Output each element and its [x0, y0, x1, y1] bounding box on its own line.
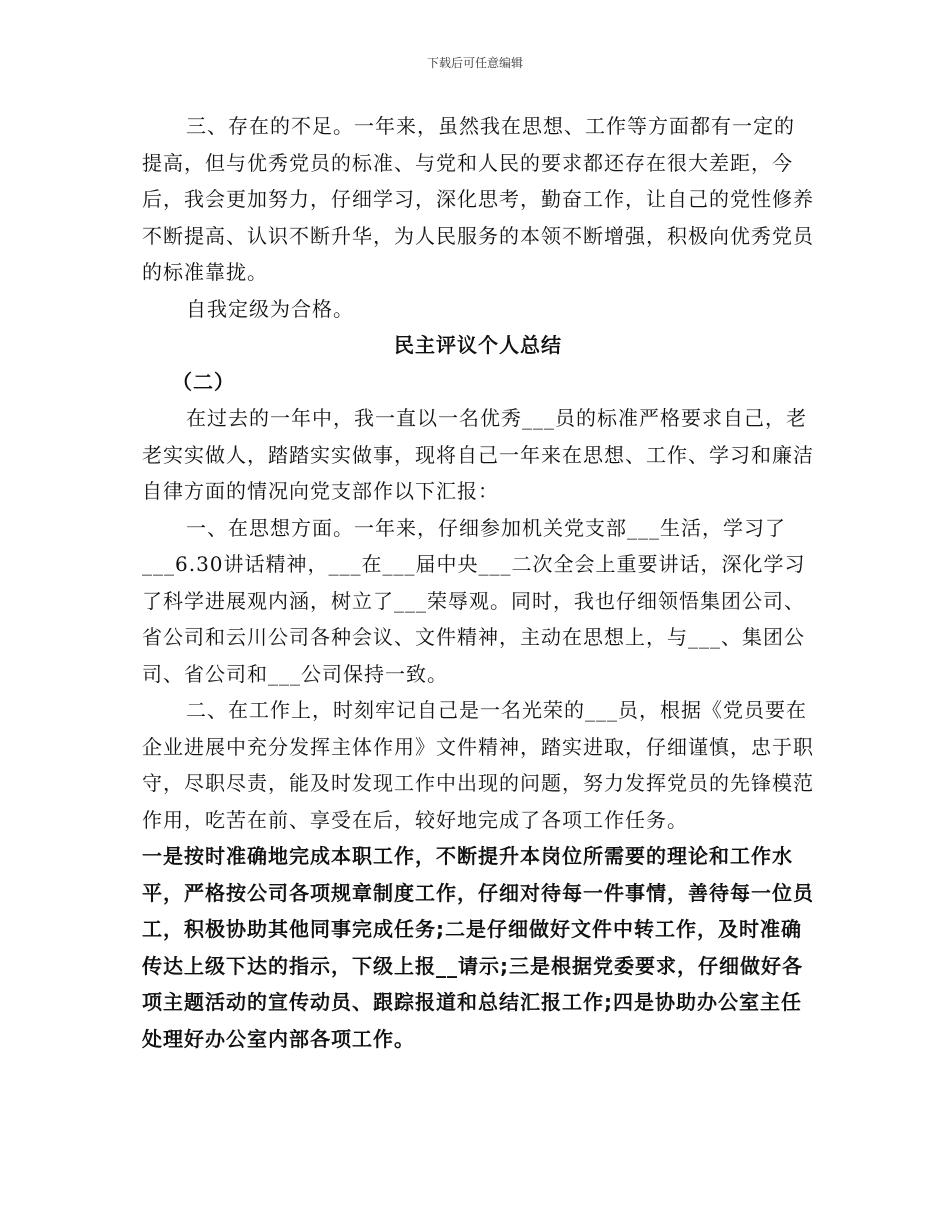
paragraph-shortcomings: 三、存在的不足。一年来，虽然我在思想、工作等方面都有一定的提高，但与优秀党员的标准、与党和人民的要求都还存在很大差距，今后，我会更加努力，仔细学习，深化思考，勤奋工作，让自己的党性修养不断提高、认识不断升华，为人民服务的本领不断增强，积极向优秀党员的标准靠拢。	[142, 114, 814, 284]
section-sub-label: （二）	[172, 369, 235, 394]
paragraph-self-rating: 自我定级为合格。	[186, 296, 354, 321]
document-body	[142, 108, 814, 1057]
page-header: 下载后可任意编辑	[426, 56, 523, 70]
paragraph-intro: 在过去的一年中，我一直以一名优秀___员的标准严格要求自己，老老实实做人，踏踏实实做事，现将自己一年来在思想、工作、学习和廉洁自律方面的情况向党支部作以下汇报：	[142, 406, 814, 503]
paragraph-thought: 一、在思想方面。一年来，仔细参加机关党支部___生活，学习了___6.30讲话精神，___在___届中央___二次全会上重要讲话，深化学习了科学进展观内涵，树立了___荣辱观。同时，我也仔细领悟集团公司、省公司和云川公司各种会议、文件精神，主动在思想上，与___、集团公司、省公司和___公司保持一致。	[142, 515, 806, 686]
paragraph-work-details: 一是按时准确地完成本职工作，不断提升本岗位所需要的理论和工作水平，严格按公司各项规章制度工作，仔细对待每一件事情，善待每一位员工，积极协助其他同事完成任务;二是仔细做好文件中转工作，及时准确传达上级下达的指示，下级上报__请示;三是根据党委要求，仔细做好各项主题活动的宣传动员、跟踪报道和总结汇报工作;四是协助办公室主任处理好办公室内部各项工作。	[142, 844, 814, 1051]
section-title: 民主评议个人总结	[394, 333, 562, 357]
paragraph-work: 二、在工作上，时刻牢记自己是一名光荣的___员，根据《党员要在企业进展中充分发挥主体作用》文件精神，踏实进取，仔细谨慎，忠于职守，尽职尽责，能及时发现工作中出现的问题，努力发挥党员的先锋模范作用，吃苦在前、享受在后，较好地完成了各项工作任务。	[142, 698, 814, 832]
